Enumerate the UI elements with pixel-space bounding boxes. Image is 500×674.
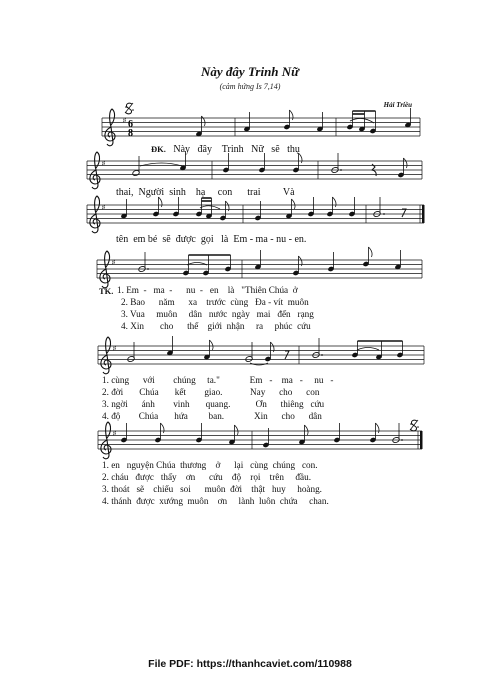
svg-text:♯: ♯ (102, 161, 105, 167)
svg-text:♯: ♯ (113, 346, 116, 352)
svg-text:♯: ♯ (123, 118, 126, 124)
staff-system-3 (87, 196, 425, 233)
svg-text:♯: ♯ (113, 431, 116, 437)
verse-label: TK. (99, 286, 114, 296)
verse-line-s5-1: 1. cùng với chúng ta." Em - ma - nu - (102, 375, 334, 385)
verse-line-s6-4: 4. thánh được xướng muôn ơn lành luôn chứa chan. (102, 496, 329, 506)
time-signature-bottom: 8 (128, 128, 133, 139)
verse-line-s5-4: 4. độ Chúa hứa ban. Xin cho dân (102, 411, 322, 421)
refrain-lyrics-line-3: tên em bé sẽ được gọi là Em - ma - nu - en. (116, 234, 307, 245)
refrain-label: ĐK. (151, 144, 166, 154)
staff-system-6 (98, 420, 423, 459)
staff-system-1 (102, 103, 420, 146)
verse-line-s6-3: 3. thoát sẽ chiếu soi muôn đời thật huy hoàng. (102, 484, 322, 494)
song-subtitle: (cảm hứng Is 7,14) (219, 82, 281, 91)
composer-name: Hải Triều (383, 101, 412, 109)
staff-system-4 (97, 247, 422, 288)
verse-line-s4-4: 4. Xin cho thế giới nhận ra phúc cứu (121, 321, 311, 331)
refrain-lyrics-line-2: thai, Người sinh hạ con trai Và (116, 187, 295, 198)
staff-system-2 (87, 151, 422, 189)
verse-line-s5-3: 3. ngời ánh vinh quang. Ơn thiêng cứu (102, 399, 325, 409)
song-title: Này đây Trinh Nữ (201, 64, 299, 79)
verse-line-s6-1: 1. en nguyện Chúa thương ở lại cùng chúng con. (102, 460, 318, 470)
time-signature-top: 6 (128, 119, 133, 130)
verse-line-s5-2: 2. đời Chúa kết giao. Nay cho con (102, 387, 320, 397)
pdf-link-footer[interactable]: File PDF: https://thanhcaviet.com/110988 (148, 658, 352, 670)
staff-system-5 (98, 336, 424, 374)
verse-line-s4-3: 3. Vua muôn dân nước ngày mai đến rạng (121, 309, 314, 319)
verse-line-s4-2: 2. Bao năm xa trước cùng Đa - vít muôn (121, 297, 309, 307)
refrain-lyrics-line-1: ĐK. Này đây Trinh Nữ sẽ thụ (151, 144, 300, 155)
svg-text:♯: ♯ (112, 260, 115, 266)
verse-line-s6-2: 2. cháu được thấy ơn cứu độ rọi trên đầu. (102, 472, 311, 482)
svg-text:♯: ♯ (102, 205, 105, 211)
verse-line-s4-1: 1. Em - ma - nu - en là "Thiên Chúa ở (117, 285, 298, 295)
